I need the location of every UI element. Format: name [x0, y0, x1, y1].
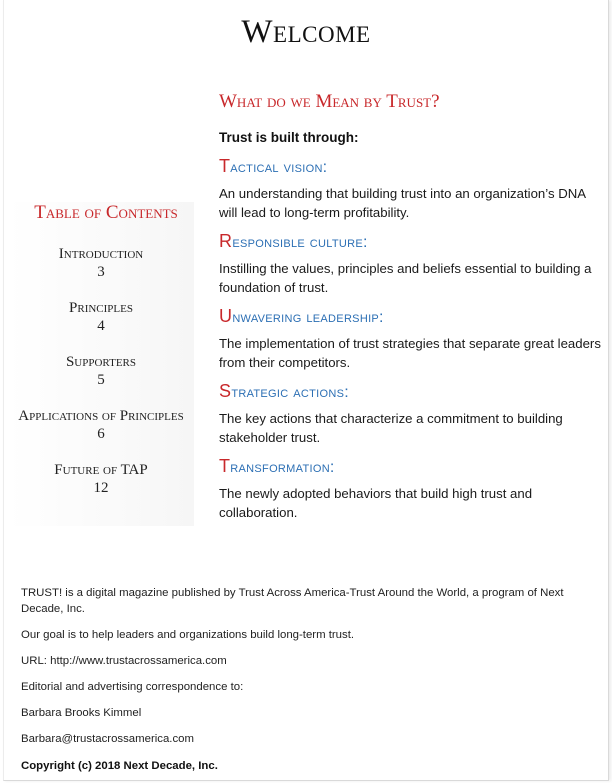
footer — [21, 585, 601, 757]
term-rest: trategic actions: — [231, 384, 349, 401]
term-initial: U — [219, 306, 233, 326]
term-responsible-culture — [219, 231, 607, 252]
contact-name: Barbara Brooks Kimmel — [21, 707, 142, 719]
term-description: Instilling the values, principles and beliefs essential to building a foundation of trust. — [219, 261, 592, 295]
term-initial: T — [219, 156, 231, 176]
term-description: The newly adopted behaviors that build high trust and collaboration. — [219, 486, 533, 520]
toc-item-label: Applications of Principles — [18, 408, 184, 424]
term-rest: actical vision: — [230, 159, 328, 176]
term-strategic-actions — [219, 381, 607, 402]
section-title: What do we Mean by Trust? — [219, 91, 440, 112]
toc-title: Table of Contents — [34, 202, 178, 223]
toc-item-page: 4 — [97, 318, 105, 334]
term-initial: S — [219, 381, 232, 401]
toc-item-introduction[interactable] — [8, 246, 194, 281]
goal-text: Our goal is to help leaders and organizations build long-term trust. — [21, 629, 355, 641]
copyright-text: Copyright (c) 2018 Next Decade, Inc. — [21, 760, 218, 772]
toc-item-principles[interactable] — [8, 300, 194, 335]
contact-email-link[interactable]: Barbara@trustacrossamerica.com — [21, 733, 194, 745]
term-unwavering-leadership — [219, 306, 607, 327]
term-transformation — [219, 456, 607, 477]
term-rest: esponsible culture: — [232, 234, 368, 251]
term-rest: ransformation: — [230, 459, 335, 476]
toc-item-label: Principles — [69, 300, 133, 316]
toc-item-supporters[interactable] — [8, 354, 194, 389]
term-rest: nwavering leadership: — [232, 309, 384, 326]
term-description: The implementation of trust strategies that separate great leaders from their competitors. — [219, 336, 601, 370]
term-tactical-vision — [219, 156, 607, 177]
toc-item-label: Supporters — [65, 354, 137, 370]
about-text: TRUST! is a digital magazine published by Trust Across America-Trust Around the World, a program of Next Decade, Inc. — [21, 587, 564, 615]
intro-text: Trust is built through: — [219, 130, 359, 145]
term-initial: R — [219, 231, 233, 251]
term-description: An understanding that building trust into an organization’s DNA will lead to long-term profitability. — [219, 186, 586, 220]
table-of-contents — [8, 202, 194, 526]
toc-item-label: Future of TAP — [54, 462, 148, 478]
term-description: The key actions that characterize a commitment to building stakeholder trust. — [219, 411, 563, 445]
url-link[interactable]: URL: http://www.trustacrossamerica.com — [21, 655, 227, 667]
toc-item-future-of-tap[interactable] — [8, 462, 194, 497]
toc-item-applications-of-principles[interactable] — [8, 408, 194, 443]
toc-item-page: 5 — [97, 372, 105, 388]
editorial-text: Editorial and advertising correspondence to: — [21, 681, 244, 693]
toc-item-page: 3 — [97, 264, 105, 280]
term-initial: T — [219, 456, 231, 476]
main-content — [219, 91, 607, 531]
toc-item-label: Introduction — [58, 246, 144, 262]
toc-item-page: 6 — [97, 426, 105, 442]
toc-item-page: 12 — [93, 480, 109, 496]
page-title: Welcome — [241, 14, 371, 50]
